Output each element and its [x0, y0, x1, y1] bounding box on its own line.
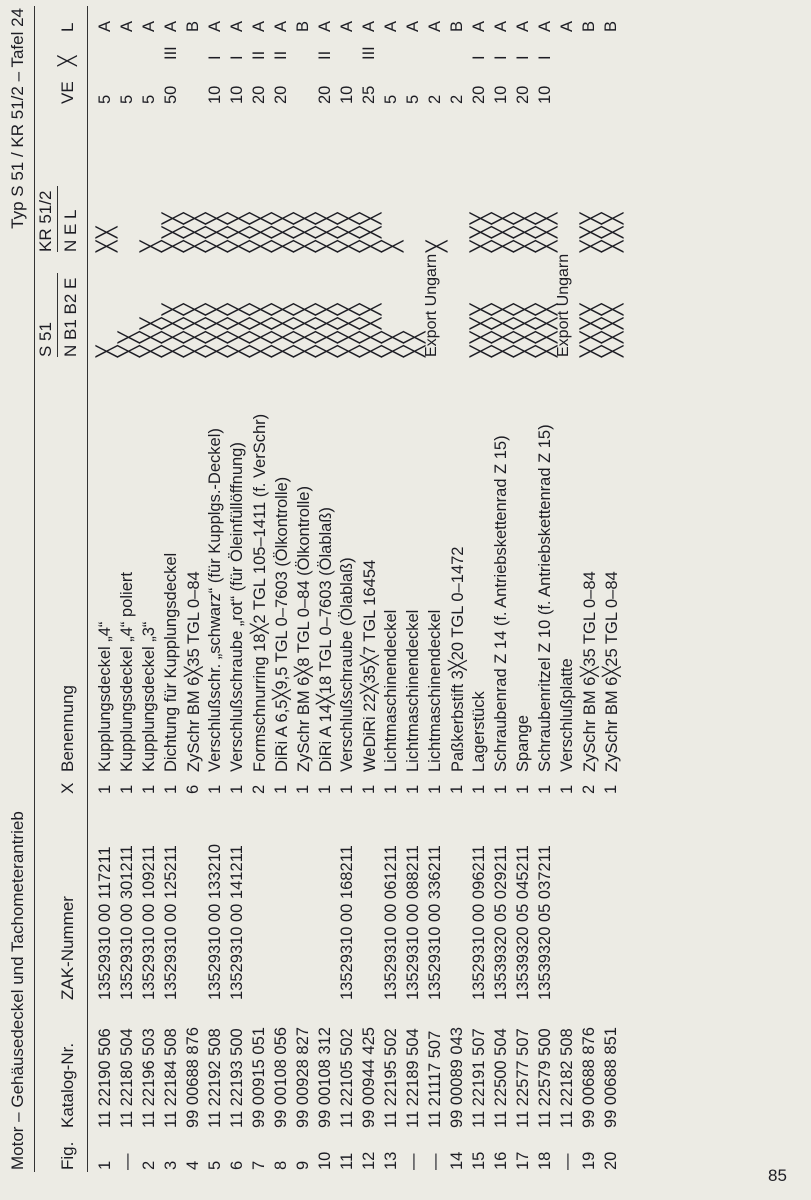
row-zak: 13539320 05 029211	[492, 845, 510, 1000]
row-katalog: 11 22180 504	[118, 1028, 136, 1128]
table-row	[96, 0, 118, 1200]
row-xx: I	[514, 55, 532, 60]
row-benennung: Formschnurring 18╳2 TGL 105–1411 (f. VerSchr)	[251, 413, 269, 772]
table-row	[602, 0, 624, 1200]
row-benennung: WeDiRi 22╳35╳7 TGL 16454	[361, 559, 379, 772]
row-benennung: Lichtmaschinendeckel	[404, 609, 422, 772]
table-row	[118, 0, 140, 1200]
table-row	[228, 0, 250, 1200]
row-katalog: 11 22577 507	[514, 1028, 532, 1128]
row-s51-marks: ╳╳	[405, 329, 426, 357]
row-benennung: Spange	[514, 715, 532, 772]
kr-rule	[57, 186, 58, 252]
row-kr-marks: ╳╳╳	[581, 210, 602, 252]
row-l: A	[118, 20, 136, 32]
header-rule	[34, 6, 35, 1172]
row-ve: 2	[426, 94, 444, 104]
table-row	[316, 0, 338, 1200]
row-fig: 16	[492, 1151, 510, 1170]
row-fig: 10	[316, 1151, 334, 1170]
table-row	[294, 0, 316, 1200]
row-kr-marks: ╳╳╳	[537, 210, 558, 252]
row-kr-marks: ╳	[427, 238, 448, 252]
export-note-1: Export Ungarn	[423, 253, 440, 357]
row-x: 1	[316, 784, 334, 794]
row-l: A	[360, 20, 378, 32]
row-ve: 5	[140, 94, 158, 104]
row-l: A	[272, 20, 290, 32]
row-kr-marks: ╳╳╳	[317, 210, 338, 252]
row-fig: 5	[206, 1160, 224, 1170]
row-zak: 13539320 05 045211	[514, 845, 532, 1000]
row-l: A	[536, 20, 554, 32]
row-s51-marks: ╳╳╳╳	[581, 301, 602, 357]
row-fig: 1	[96, 1160, 114, 1170]
row-l: A	[514, 20, 532, 32]
row-x: 1	[162, 784, 180, 794]
row-katalog: 11 22190 506	[96, 1028, 114, 1128]
row-ve: 10	[338, 85, 356, 104]
row-kr-marks: ╳╳	[97, 224, 118, 252]
row-kr-marks: ╳╳╳	[273, 210, 294, 252]
row-zak: 13529310 00 061211	[382, 845, 400, 1000]
row-ve: 2	[448, 94, 466, 104]
row-benennung: Dichtung für Kupplungsdeckel	[162, 552, 180, 772]
col-kr: KR 51/2	[36, 190, 55, 252]
row-kr-marks: ╳╳╳	[361, 210, 382, 252]
row-l: B	[294, 20, 312, 32]
row-ve: 5	[118, 94, 136, 104]
row-kr-marks: ╳╳╳	[207, 210, 228, 252]
row-fig: —	[558, 1153, 576, 1170]
row-katalog: 11 22189 504	[404, 1028, 422, 1128]
row-fig: 11	[338, 1152, 356, 1170]
row-s51-marks: ╳╳╳╳	[207, 301, 228, 357]
row-katalog: 11 22182 508	[558, 1028, 576, 1128]
row-kr-marks: ╳╳╳	[603, 210, 624, 252]
row-fig: —	[426, 1153, 444, 1170]
col-zak: ZAK-Nummer	[58, 896, 77, 1000]
row-s51-marks: ╳╳╳╳	[471, 301, 492, 357]
row-ve: 10	[492, 85, 510, 104]
row-s51-marks: ╳╳	[383, 329, 404, 357]
row-zak: 13529310 00 125211	[162, 845, 180, 1000]
row-zak: 13529310 00 141211	[228, 845, 246, 1000]
table-row	[404, 0, 426, 1200]
row-fig: 17	[514, 1151, 532, 1170]
row-katalog: 99 00108 056	[272, 1027, 290, 1128]
row-katalog: 11 22105 502	[338, 1028, 356, 1128]
row-katalog: 11 22500 504	[492, 1028, 510, 1128]
row-s51-marks: ╳╳╳╳	[361, 301, 382, 357]
row-xx: II	[250, 50, 268, 60]
col-x: X	[58, 782, 77, 794]
row-ve: 5	[96, 94, 114, 104]
row-xx: I	[536, 55, 554, 60]
row-katalog: 99 00688 876	[580, 1027, 598, 1128]
row-s51-marks: ╳╳╳╳	[295, 301, 316, 357]
row-xx: I	[492, 55, 510, 60]
row-zak: 13529310 00 336211	[426, 845, 444, 1000]
row-l: A	[316, 20, 334, 32]
table-row	[184, 0, 206, 1200]
row-fig: 13	[382, 1151, 400, 1170]
table-row	[272, 0, 294, 1200]
row-fig: 15	[470, 1151, 488, 1170]
row-katalog: 99 00688 876	[184, 1027, 202, 1128]
row-x: 1	[140, 784, 158, 794]
col-s51: S 51	[36, 322, 55, 357]
row-zak: 13529310 00 168211	[338, 845, 356, 1000]
row-kr-marks: ╳	[141, 238, 162, 252]
header-title: Motor – Gehäusedeckel und Tachometerantrieb	[8, 811, 27, 1170]
row-benennung: Kupplungsdeckel „4“ poliert	[118, 572, 136, 772]
row-ve: 20	[250, 85, 268, 104]
row-katalog: 99 00928 827	[294, 1027, 312, 1128]
row-s51-marks: ╳╳╳╳	[515, 301, 536, 357]
row-fig: 19	[580, 1151, 598, 1170]
row-xx: I	[228, 55, 246, 60]
row-x: 1	[470, 784, 488, 794]
table-row	[162, 0, 184, 1200]
row-x: 1	[272, 784, 290, 794]
row-katalog: 11 22184 508	[162, 1028, 180, 1128]
row-fig: 4	[184, 1160, 202, 1170]
row-s51-marks: ╳╳	[119, 329, 140, 357]
row-katalog: 11 22193 500	[228, 1028, 246, 1128]
row-fig: 8	[272, 1160, 290, 1170]
row-x: 1	[492, 784, 510, 794]
col-katalog: Katalog-Nr.	[58, 1042, 77, 1128]
row-l: A	[426, 20, 444, 32]
row-s51-marks: ╳╳╳╳	[185, 301, 206, 357]
row-kr-marks: ╳╳╳	[251, 210, 272, 252]
page-number: 85	[768, 1166, 787, 1185]
row-s51-marks: ╳╳╳╳	[603, 301, 624, 357]
row-xx: II	[316, 50, 334, 60]
row-zak: 13529310 00 117211	[96, 846, 114, 1000]
row-ve: 25	[360, 85, 378, 104]
row-s51-marks: ╳╳╳	[141, 315, 162, 357]
col-benennung: Benennung	[58, 685, 77, 772]
row-benennung: Lagerstück	[470, 691, 488, 772]
row-xx: III	[360, 46, 378, 60]
row-fig: 3	[162, 1160, 180, 1170]
row-kr-marks: ╳╳╳	[163, 210, 184, 252]
table-row	[140, 0, 162, 1200]
row-l: A	[162, 20, 180, 32]
row-katalog: 99 00944 425	[360, 1027, 378, 1128]
row-kr-marks: ╳	[383, 238, 404, 252]
row-x: 1	[118, 784, 136, 794]
table-row	[492, 0, 514, 1200]
row-s51-marks: ╳╳╳╳	[163, 301, 184, 357]
row-benennung: Kupplungsdeckel „4“	[96, 621, 114, 772]
row-l: B	[602, 20, 620, 32]
row-l: A	[206, 20, 224, 32]
row-ve: 10	[206, 85, 224, 104]
row-xx: I	[206, 55, 224, 60]
row-kr-marks: ╳╳╳	[229, 210, 250, 252]
row-x: 1	[602, 784, 620, 794]
row-ve: 20	[316, 85, 334, 104]
row-x: 1	[96, 784, 114, 794]
row-ve: 5	[382, 94, 400, 104]
row-xx: II	[272, 50, 290, 60]
row-zak: 13529310 00 096211	[470, 845, 488, 1000]
row-zak: 13529310 00 109211	[140, 845, 158, 1000]
row-katalog: 11 22196 503	[140, 1028, 158, 1128]
export-note-2: Export Ungarn	[555, 253, 572, 357]
table-row	[206, 0, 228, 1200]
row-l: A	[338, 20, 356, 32]
row-x: 6	[184, 784, 202, 794]
row-x: 1	[514, 784, 532, 794]
row-x: 1	[448, 784, 466, 794]
row-l: B	[448, 20, 466, 32]
row-s51-marks: ╳╳╳╳	[339, 301, 360, 357]
row-benennung: Verschlußplatte	[558, 658, 576, 772]
row-ve: 10	[228, 85, 246, 104]
row-benennung: Kupplungsdeckel „3“	[140, 621, 158, 772]
row-l: A	[250, 20, 268, 32]
row-katalog: 99 00089 043	[448, 1027, 466, 1128]
row-benennung: Verschlußschraube (Ölablaß)	[338, 557, 356, 772]
table-row	[580, 0, 602, 1200]
row-l: A	[558, 20, 576, 32]
row-ve: 5	[404, 94, 422, 104]
row-s51-marks: ╳╳╳╳	[537, 301, 558, 357]
table-row	[382, 0, 404, 1200]
row-x: 1	[382, 784, 400, 794]
row-fig: 9	[294, 1160, 312, 1170]
s51-rule	[57, 273, 58, 357]
table-row	[426, 0, 448, 1200]
row-fig: 14	[448, 1151, 466, 1170]
row-s51-marks: ╳╳╳╳	[251, 301, 272, 357]
row-benennung: Lichtmaschinendeckel	[426, 609, 444, 772]
row-zak: 13539320 05 037211	[536, 845, 554, 1000]
row-fig: 2	[140, 1160, 158, 1170]
row-s51-marks: ╳	[97, 343, 118, 357]
row-kr-marks: ╳╳╳	[515, 210, 536, 252]
row-katalog: 99 00688 851	[602, 1027, 620, 1128]
table-row	[514, 0, 536, 1200]
row-benennung: Paßkerbstift 3╳20 TGL 0–1472	[449, 546, 467, 772]
row-x: 1	[536, 784, 554, 794]
row-fig: 20	[602, 1151, 620, 1170]
row-benennung: DiRi A 6,5╳9,5 TGL 0–7603 (Ölkontrolle)	[273, 476, 291, 772]
row-kr-marks: ╳╳╳	[493, 210, 514, 252]
col-kr-sub: N E L	[61, 209, 80, 252]
row-benennung: Lichtmaschinendeckel	[382, 609, 400, 772]
row-x: 1	[558, 784, 576, 794]
row-fig: —	[404, 1153, 422, 1170]
col-fig: Fig.	[58, 1141, 77, 1170]
row-ve: 20	[514, 85, 532, 104]
row-l: B	[580, 20, 598, 32]
row-benennung: Schraubenritzel Z 10 (f. Antriebskettenrad Z 15)	[536, 424, 554, 772]
row-l: A	[404, 20, 422, 32]
table-row	[250, 0, 272, 1200]
row-kr-marks: ╳╳╳	[471, 210, 492, 252]
table-row	[536, 0, 558, 1200]
row-x: 1	[228, 784, 246, 794]
row-benennung: ZySchr BM 6╳35 TGL 0–84	[185, 571, 203, 772]
row-x: 1	[404, 784, 422, 794]
row-kr-marks: ╳╳╳	[339, 210, 360, 252]
row-x: 1	[294, 784, 312, 794]
row-katalog: 99 00108 312	[316, 1027, 334, 1128]
row-fig: —	[118, 1153, 136, 1170]
table-row	[448, 0, 470, 1200]
col-ve: VE	[58, 81, 77, 104]
row-fig: 12	[360, 1151, 378, 1170]
row-zak: 13529310 00 301211	[118, 845, 136, 1000]
row-zak: 13529310 00 088211	[404, 845, 422, 1000]
row-benennung: ZySchr BM 6╳35 TGL 0–84	[581, 571, 599, 772]
col-l: L	[58, 22, 77, 32]
row-ve: 20	[272, 85, 290, 104]
row-l: A	[96, 20, 114, 32]
row-s51-marks: ╳╳╳╳	[229, 301, 250, 357]
row-katalog: 11 21117 507	[426, 1030, 444, 1128]
row-x: 1	[338, 784, 356, 794]
row-kr-marks: ╳╳╳	[295, 210, 316, 252]
row-xx: III	[162, 46, 180, 60]
row-s51-marks: ╳╳╳╳	[273, 301, 294, 357]
row-katalog: 11 22579 500	[536, 1028, 554, 1128]
table-row	[470, 0, 492, 1200]
row-kr-marks: ╳╳╳	[185, 210, 206, 252]
row-x: 1	[206, 784, 224, 794]
row-s51-marks: ╳╳╳╳	[317, 301, 338, 357]
row-ve: 10	[536, 85, 554, 104]
row-benennung: DiRi A 14╳18 TGL 0–7603 (Ölablaß)	[317, 507, 335, 772]
table-row	[360, 0, 382, 1200]
row-katalog: 99 00915 051	[250, 1027, 268, 1128]
header-type-table: Typ S 51 / KR 51/2 – Tafel 24	[8, 8, 27, 229]
row-katalog: 11 22192 508	[206, 1028, 224, 1128]
row-x: 2	[580, 784, 598, 794]
row-x: 1	[360, 784, 378, 794]
row-x: 1	[426, 784, 444, 794]
column-header-rule	[87, 6, 88, 1172]
col-s51-sub: N B1 B2 E	[61, 277, 80, 357]
table-row	[558, 0, 580, 1200]
row-l: B	[184, 20, 202, 32]
row-fig: 7	[250, 1160, 268, 1170]
row-l: A	[470, 20, 488, 32]
col-xx: ╳	[58, 55, 77, 66]
row-l: A	[492, 20, 510, 32]
row-benennung: Schraubenrad Z 14 (f. Antriebskettenrad Z 15)	[492, 435, 510, 772]
row-fig: 18	[536, 1151, 554, 1170]
row-l: A	[140, 20, 158, 32]
row-benennung: Verschlußschraube „rot“ (für Öleinfüllöffnung)	[228, 442, 246, 772]
row-l: A	[382, 20, 400, 32]
row-katalog: 11 22195 502	[382, 1028, 400, 1128]
row-benennung: ZySchr BM 6╳25 TGL 0–84	[603, 571, 621, 772]
row-katalog: 11 22191 507	[470, 1028, 488, 1128]
row-zak: 13529310 00 133210	[206, 844, 224, 1000]
row-x: 2	[250, 784, 268, 794]
row-benennung: Verschlußschr. „schwarz“ (für Kupplgs.-Deckel)	[206, 428, 224, 772]
row-ve: 50	[162, 85, 180, 104]
row-xx: I	[470, 55, 488, 60]
row-s51-marks: ╳╳╳╳	[493, 301, 514, 357]
row-benennung: ZySchr BM 6╳8 TGL 0–84 (Ölkontrolle)	[295, 486, 313, 772]
row-fig: 6	[228, 1160, 246, 1170]
row-l: A	[228, 20, 246, 32]
row-ve: 20	[470, 85, 488, 104]
table-row	[338, 0, 360, 1200]
